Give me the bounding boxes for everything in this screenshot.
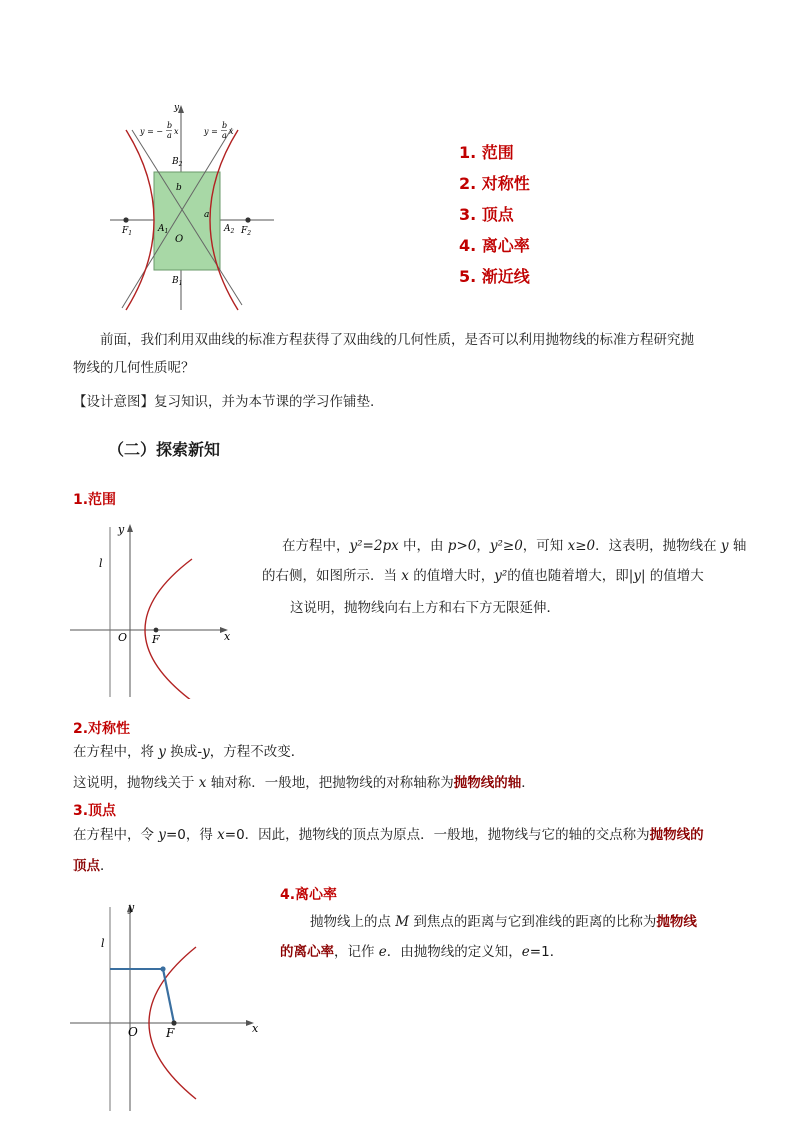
y-axis-label: y: [128, 901, 135, 914]
svg-text:y =: y =: [204, 127, 218, 136]
svg-text:x: x: [174, 127, 179, 136]
term-parabola-axis: 抛物线的轴: [453, 775, 522, 791]
origin-label: O: [118, 631, 128, 644]
y-axis-label: y: [174, 103, 180, 113]
label-F2: $F_2$: [241, 226, 252, 237]
list-item: 3. 顶点: [459, 205, 514, 224]
term-eccentricity-part1: 抛物线: [656, 914, 697, 930]
focus-F1: [123, 217, 128, 222]
label-F1: $F_1$: [122, 226, 133, 237]
svg-text:a: a: [222, 131, 227, 140]
x-axis-label: x: [252, 1022, 259, 1035]
y-axis-label: y: [118, 523, 125, 536]
svg-text:b: b: [222, 121, 228, 130]
eccentricity-line-1: 抛物线上的点 M 到焦点的距离与它到准线的距离的比称为抛物线: [310, 914, 697, 930]
intro-line-2: 物线的几何性质呢？: [73, 360, 195, 376]
svg-text:b: b: [167, 121, 173, 130]
point-M: [160, 966, 165, 971]
parabola-figure-eccentricity: [68, 895, 268, 1113]
list-item: 2. 对称性: [459, 174, 530, 193]
range-paragraph-line-2: 的右侧，如图所示．当 x 的值增大时，y²的值也随着增大，即|y| 的值增大: [262, 568, 704, 584]
svg-text:x: x: [229, 127, 234, 136]
label-b: b: [176, 183, 182, 193]
eccentricity-heading: 4.离心率: [280, 887, 338, 903]
parabola-curve: [145, 559, 192, 699]
design-intent-tag: 【设计意图】: [73, 394, 154, 410]
vertex-heading: 3.顶点: [73, 803, 117, 819]
y-axis-arrow: [127, 524, 133, 532]
design-intent-text: 复习知识，并为本节课的学习作铺垫.: [154, 394, 375, 410]
range-paragraph-line-1: 在方程中，y²=2px 中，由 p>0，y²≥0，可知 x≥0．这表明，抛物线在 y 轴: [282, 538, 747, 554]
distance-to-focus: [163, 969, 174, 1023]
label-B1: $B_1$: [172, 276, 183, 287]
asymptote-positive-label: [203, 121, 234, 140]
focus-label: F: [166, 1026, 175, 1040]
focus-F2: [245, 217, 250, 222]
x-axis-label: x: [224, 630, 231, 643]
symmetry-line-2: 这说明，抛物线关于 x 轴对称．一般地，把抛物线的对称轴称为抛物线的轴．: [73, 775, 535, 791]
symmetry-heading: 2.对称性: [73, 721, 131, 737]
range-paragraph-line-3: 这说明，抛物线向右上方和右下方无限延伸．: [290, 600, 560, 616]
origin-label: O: [128, 1025, 138, 1039]
list-item: 1. 范围: [459, 143, 514, 162]
symmetry-line-1: 在方程中，将 y 换成-y，方程不改变．: [73, 744, 305, 760]
label-a: a: [204, 210, 210, 220]
term-parabola-vertex-part1: 抛物线的: [649, 827, 704, 843]
intro-line-1: 前面，我们利用双曲线的标准方程获得了双曲线的几何性质，是否可以利用抛物线的标准方程研究抛: [100, 332, 694, 348]
directrix-label: l: [99, 557, 103, 570]
range-heading: 1.范围: [73, 492, 117, 508]
label-A2: $A_2$: [224, 224, 235, 235]
focus-point: [171, 1020, 176, 1025]
vertex-line-1: 在方程中，令 y=0，得 x=0．因此，抛物线的顶点为原点．一般地，抛物线与它的轴的交点称为抛物线的: [73, 827, 704, 843]
section-title: （二）探索新知: [108, 440, 221, 459]
term-parabola-vertex-part2: 顶点: [73, 858, 100, 874]
eccentricity-line-2: 的离心率，记作 e．由抛物线的定义知，e=1．: [280, 944, 564, 960]
label-A1: $A_1$: [158, 224, 169, 235]
svg-text:a: a: [167, 131, 172, 140]
svg-text:y = −: y = −: [140, 127, 164, 136]
asymptote-negative: [132, 130, 242, 305]
label-B2: $B_2$: [172, 157, 183, 168]
properties-list: [459, 137, 530, 292]
parabola-figure-range: [68, 519, 240, 699]
term-eccentricity-part2: 的离心率: [280, 944, 334, 960]
list-item: 5. 渐近线: [459, 267, 530, 286]
focus-label: F: [152, 633, 160, 646]
hyperbola-figure: [108, 100, 278, 312]
label-O: O: [175, 234, 184, 245]
design-intent: [73, 392, 374, 412]
focus-point: [154, 628, 159, 633]
asymptote-negative-label: [139, 121, 179, 140]
directrix-label: l: [101, 937, 105, 950]
list-item: 4. 离心率: [459, 236, 530, 255]
vertex-line-2: 顶点．: [73, 858, 114, 874]
